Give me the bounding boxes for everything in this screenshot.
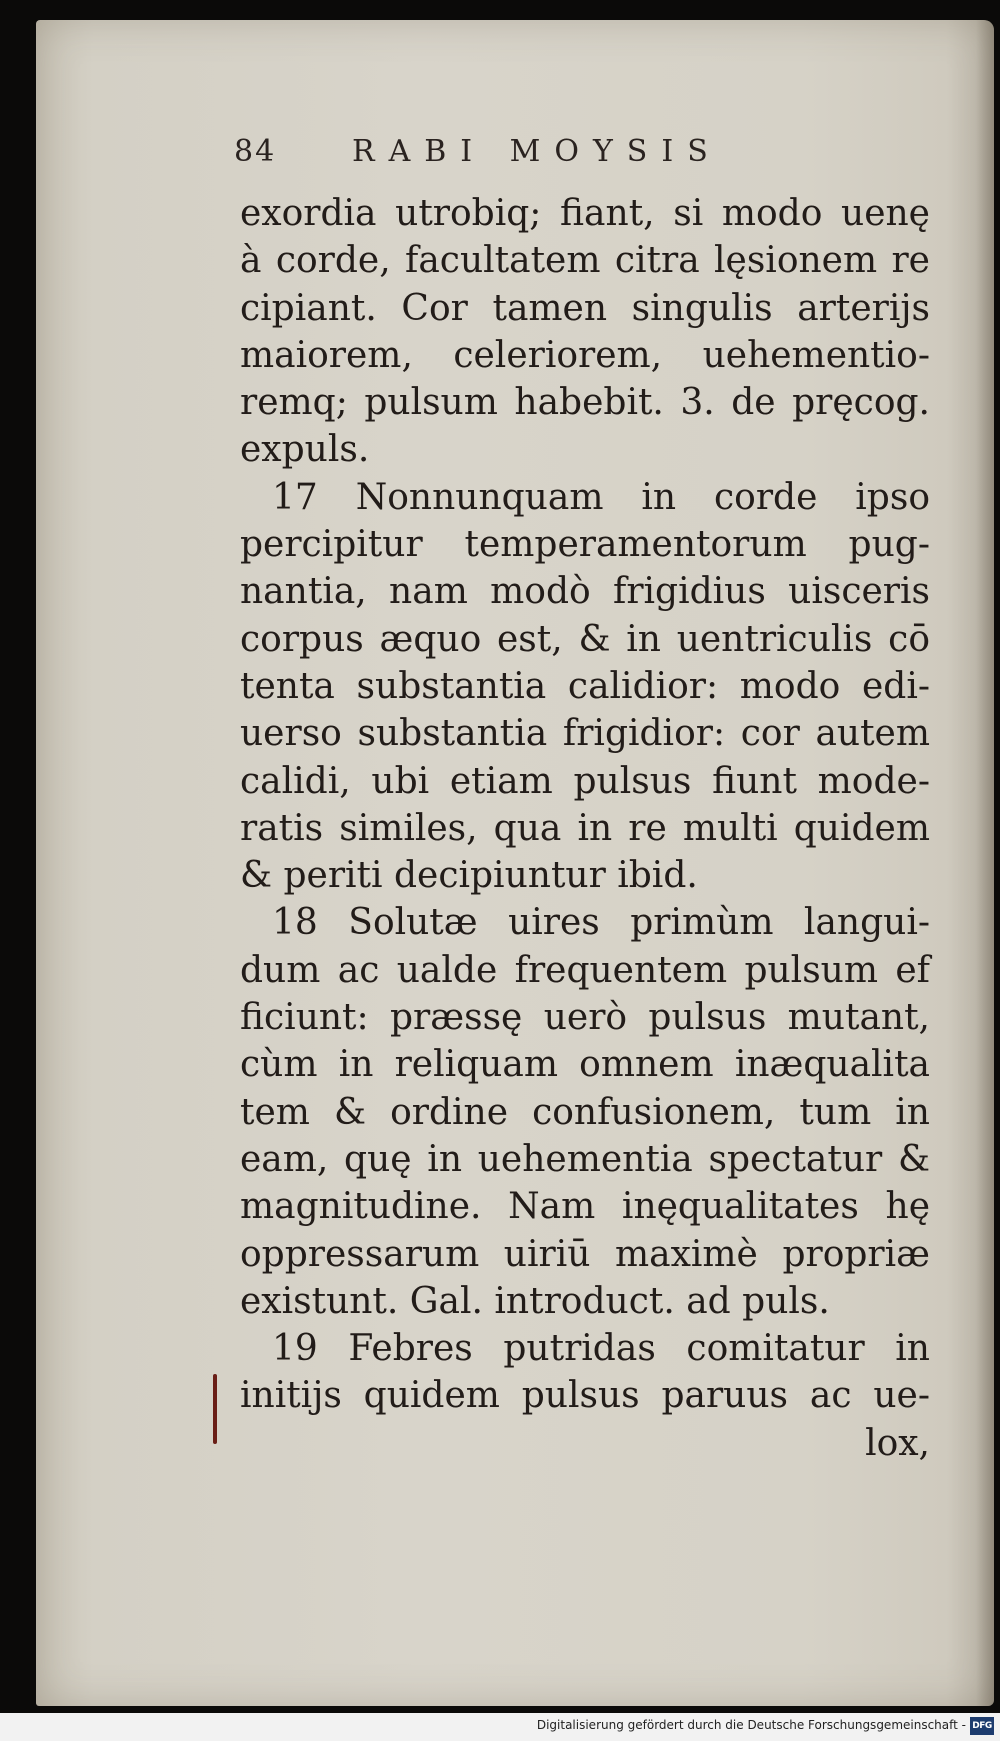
page-number: 84 bbox=[234, 134, 277, 169]
text-line: corpus æquo est, & in uentriculis cō bbox=[240, 618, 930, 660]
text-line: magnitudine. Nam inęqualitates hę bbox=[240, 1186, 930, 1228]
text-line: percipitur temperamentorum pug- bbox=[240, 524, 930, 566]
text-line: maiorem, celeriorem, uehementio- bbox=[240, 334, 930, 376]
text-line: exordia utrobiq; fiant, si modo uenę bbox=[240, 193, 930, 234]
text-line: expuls. bbox=[240, 429, 370, 471]
margin-ink-mark bbox=[213, 1374, 217, 1444]
text-line: tenta substantia calidior: modo edi- bbox=[240, 665, 930, 707]
section-start-19: 19 Febres putridas comitatur in bbox=[272, 1328, 930, 1370]
text-line: & periti decipiuntur ibid. bbox=[240, 855, 698, 897]
dfg-logo-icon: DFG bbox=[970, 1717, 994, 1735]
footer-bar bbox=[0, 1713, 1000, 1741]
text-line: eam, quę in uehementia spectatur & bbox=[240, 1138, 930, 1180]
text-line: oppressarum uiriū maximè propriæ bbox=[240, 1233, 930, 1275]
text-line: initijs quidem pulsus paruus ac ue- bbox=[240, 1375, 930, 1417]
running-title: RABI MOYSIS bbox=[352, 134, 722, 169]
text-line: uerso substantia frigidior: cor autem bbox=[240, 713, 930, 755]
text-line: cipiant. Cor tamen singulis arterijs bbox=[240, 287, 930, 329]
text-line: cùm in reliquam omnem inæqualita bbox=[240, 1044, 930, 1086]
text-line: ratis similes, qua in re multi quidem bbox=[240, 807, 930, 849]
text-line: tem & ordine confusionem, tum in bbox=[240, 1091, 930, 1133]
text-line: ficiunt: præssę uerò pulsus mutant, bbox=[240, 997, 930, 1039]
text-line: dum ac ualde frequentem pulsum ef bbox=[240, 949, 930, 991]
text-line: remq; pulsum habebit. 3. de pręcog. bbox=[240, 382, 930, 424]
running-head bbox=[234, 134, 774, 174]
text-block bbox=[240, 190, 930, 1467]
section-start-18: 18 Solutæ uires primùm langui- bbox=[272, 902, 930, 944]
text-line: existunt. Gal. introduct. ad puls. bbox=[240, 1280, 830, 1322]
catchword: lox, bbox=[865, 1422, 930, 1464]
text-line: nantia, nam modò frigidius uisceris bbox=[240, 571, 930, 613]
funding-credit: Digitalisierung gefördert durch die Deutsche Forschungsgemeinschaft - bbox=[536, 1718, 966, 1732]
text-line: à corde, facultatem citra lęsionem re bbox=[240, 240, 930, 282]
page-edge-shadow bbox=[976, 20, 994, 1706]
text-line: calidi, ubi etiam pulsus fiunt mode- bbox=[240, 760, 930, 802]
section-start-17: 17 Nonnunquam in corde ipso bbox=[272, 476, 930, 518]
